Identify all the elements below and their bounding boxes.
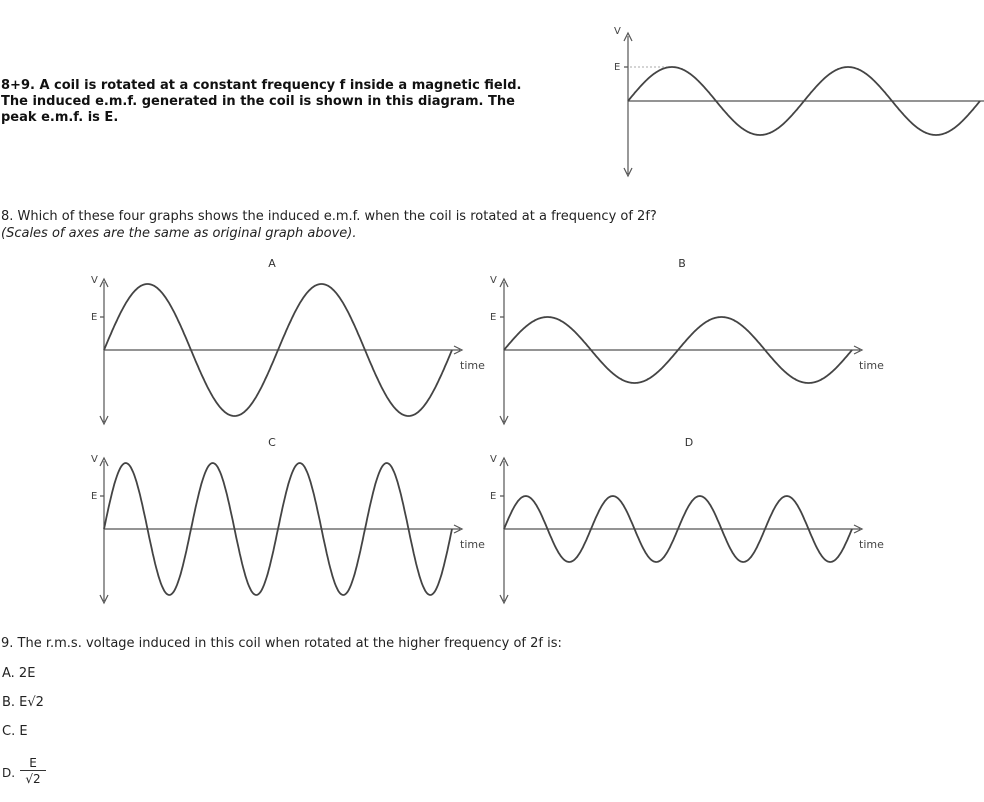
option-d-denominator: √2: [25, 772, 41, 786]
graph-a-letter: A: [268, 257, 276, 270]
graph-c[interactable]: [80, 431, 500, 606]
graph-a-v-label: V: [91, 275, 98, 286]
option-a[interactable]: A. 2E: [2, 666, 36, 681]
graph-b-axes: [500, 279, 862, 424]
graph-d-axes: [500, 458, 862, 603]
graph-c-axes: [100, 458, 462, 603]
graph-a-e-label: E: [91, 312, 98, 323]
graph-original-v-label: V: [614, 26, 621, 37]
graph-a-axes: [100, 279, 462, 424]
graph-d-e-label: E: [490, 491, 497, 502]
graph-d-v-label: V: [490, 454, 497, 465]
graph-original-e-label: E: [614, 62, 621, 73]
intro-line-1: 8+9. A coil is rotated at a constant frequency f inside a magnetic field.: [1, 78, 522, 93]
graph-b-letter: B: [678, 257, 686, 270]
graph-d[interactable]: [480, 431, 900, 606]
graph-b[interactable]: [480, 252, 900, 427]
intro-line-2: The induced e.m.f. generated in the coil is shown in this diagram. The: [1, 94, 515, 109]
graph-c-v-label: V: [91, 454, 98, 465]
question-8-note: (Scales of axes are the same as original graph above).: [1, 226, 357, 241]
question-8-text: 8. Which of these four graphs shows the induced e.m.f. when the coil is rotated at a frequency of 2f?: [1, 209, 657, 224]
graph-a-time-label: time: [460, 359, 485, 372]
graph-b-e-label: E: [490, 312, 497, 323]
graph-a[interactable]: [80, 252, 500, 427]
question-9-text: 9. The r.m.s. voltage induced in this coil when rotated at the higher frequency of 2f is:: [1, 636, 562, 651]
option-d-prefix: D.: [2, 766, 16, 780]
graph-b-time-label: time: [859, 359, 884, 372]
graph-original: [600, 18, 984, 183]
option-d-numerator: E: [20, 756, 46, 771]
graph-d-time-label: time: [859, 538, 884, 551]
option-c[interactable]: C. E: [2, 724, 28, 739]
graph-c-e-label: E: [91, 491, 98, 502]
graph-c-time-label: time: [460, 538, 485, 551]
graph-c-letter: C: [268, 436, 276, 449]
graph-d-letter: D: [684, 436, 694, 449]
option-b[interactable]: B. E√2: [2, 695, 44, 710]
intro-line-3: peak e.m.f. is E.: [1, 110, 119, 125]
intro-text: [1, 78, 561, 126]
option-d-fraction: [20, 756, 46, 787]
graph-original-axes: [624, 33, 984, 176]
graph-b-v-label: V: [490, 275, 497, 286]
